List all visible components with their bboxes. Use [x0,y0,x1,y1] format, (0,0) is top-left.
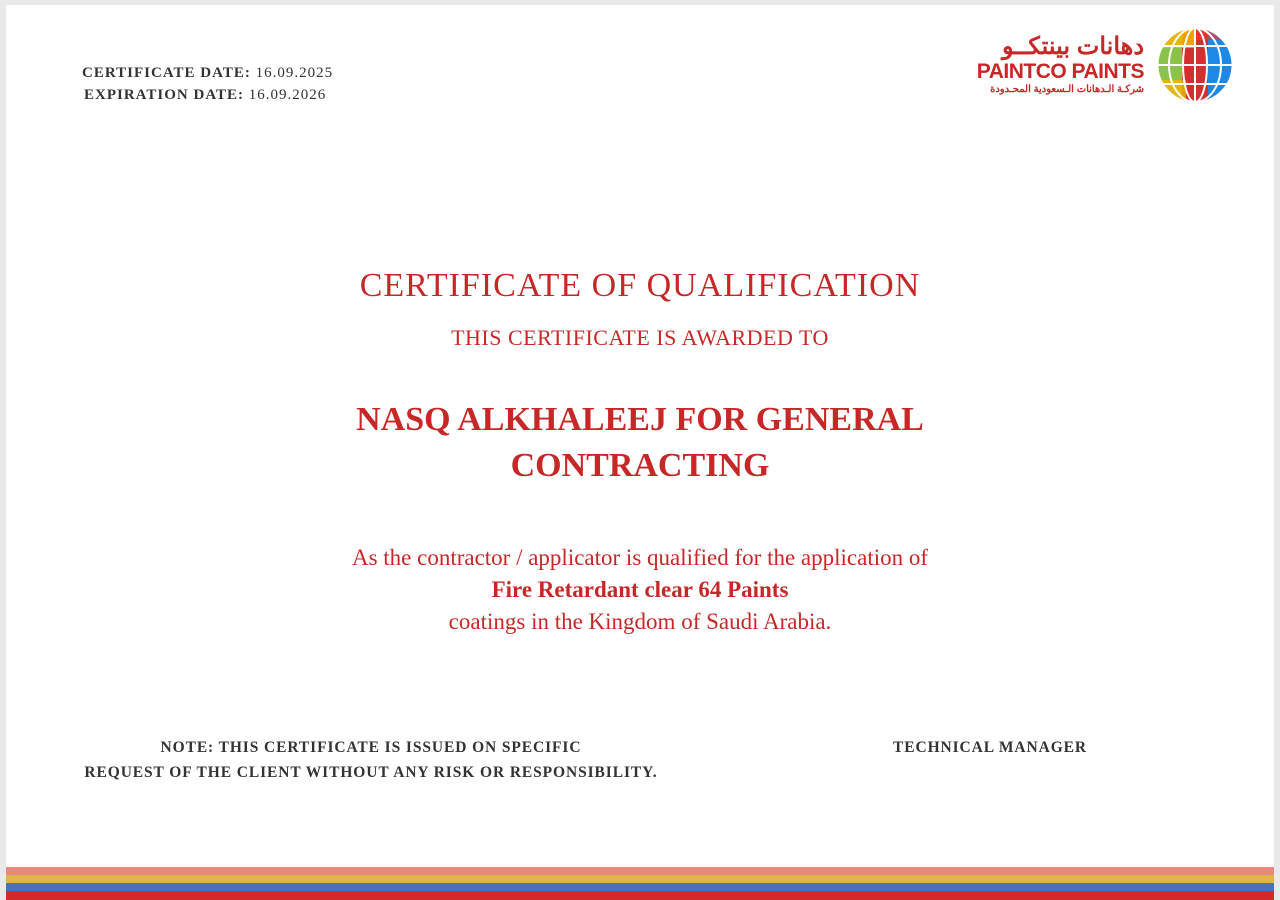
stripe-pink [6,867,1274,875]
awarded-to-label: THIS CERTIFICATE IS AWARDED TO [451,325,829,350]
recipient-line-2: CONTRACTING [510,447,770,484]
paintco-logo [977,25,1234,105]
stripe-yellow [6,875,1274,883]
expiration-date-label: EXPIRATION DATE: [84,87,245,103]
stripe-blue [6,883,1274,891]
certificate-date-label: CERTIFICATE DATE: [82,65,251,81]
logo-arabic-name: دهانات بينتكــو [1001,33,1144,60]
certificate-dates [82,62,333,106]
recipient-name [6,397,1274,489]
statement-line-1: As the contractor / applicator is qualified for the application of [351,545,929,570]
certificate-title: CERTIFICATE OF QUALIFICATION [359,267,921,304]
qualification-statement [6,542,1274,638]
product-name: Fire Retardant clear 64 Paints [491,577,789,602]
note-line-1: NOTE: THIS CERTIFICATE IS ISSUED ON SPECIFIC [160,739,582,756]
disclaimer-note [41,735,701,785]
footer-stripes [6,867,1274,900]
recipient-line-1: NASQ ALKHALEEJ FOR GENERAL [356,401,924,438]
logo-arabic-company: شركـة الـدهانات الـسعودية المحـدودة [990,84,1144,95]
certificate-date-row [82,62,333,84]
certificate-page [6,5,1274,900]
expiration-date-row [82,84,333,106]
technical-manager-signature-label: TECHNICAL MANAGER [893,739,1087,756]
statement-line-3: coatings in the Kingdom of Saudi Arabia. [448,609,832,634]
expiration-date-value: 16.09.2026 [248,87,327,103]
logo-english-name: PAINTCO PAINTS [976,60,1144,83]
note-line-2: REQUEST OF THE CLIENT WITHOUT ANY RISK OR RESPONSIBILITY. [84,764,658,781]
logo-text [977,34,1144,96]
certificate-date-value: 16.09.2025 [255,65,334,81]
globe-icon [1156,26,1234,104]
stripe-red [6,891,1274,900]
